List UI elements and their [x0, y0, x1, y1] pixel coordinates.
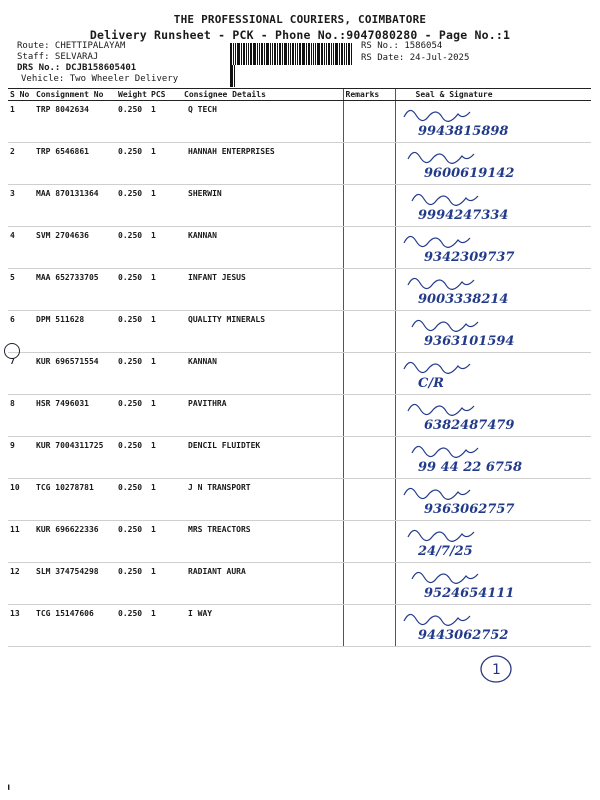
- signature-scribble: [408, 530, 474, 541]
- row-consignment-no: SLM 374754298: [34, 563, 116, 605]
- row-weight: 0.250: [116, 101, 149, 143]
- row-consignment-no: TCG 15147606: [34, 605, 116, 647]
- row-sno: 3: [8, 185, 34, 227]
- row-consignee: INFANT JESUS: [182, 269, 343, 311]
- row-signature: [395, 227, 591, 269]
- row-consignee: J N TRANSPORT: [182, 479, 343, 521]
- table-row: [8, 353, 591, 395]
- table-row: [8, 563, 591, 605]
- row-signature: [395, 101, 591, 143]
- row-weight: 0.250: [116, 563, 149, 605]
- staff-label: Staff: SELVARAJ: [17, 52, 99, 62]
- row-consignee: QUALITY MINERALS: [182, 311, 343, 353]
- col-weight: Weight: [116, 89, 149, 101]
- signature-scribble: [408, 404, 474, 415]
- signature-scribble: [412, 446, 478, 457]
- row-pcs: 1: [149, 563, 182, 605]
- row-weight: 0.250: [116, 353, 149, 395]
- row-consignee: RADIANT AURA: [182, 563, 343, 605]
- row-sno: 13: [8, 605, 34, 647]
- row-sno: 11: [8, 521, 34, 563]
- row-consignee: KANNAN: [182, 353, 343, 395]
- row-signature: [395, 311, 591, 353]
- row-consignment-no: TRP 6546861: [34, 143, 116, 185]
- row-pcs: 1: [149, 311, 182, 353]
- rs-date: RS Date: 24-Jul-2025: [361, 53, 470, 63]
- table-row: [8, 605, 591, 647]
- row-remarks: [343, 353, 395, 395]
- signature-phone-text: 9994247334: [417, 208, 508, 223]
- signature-phone-text: 9600619142: [423, 166, 514, 181]
- handwritten-signature: [396, 185, 596, 226]
- signature-scribble: [412, 572, 478, 583]
- row-consignee: SHERWIN: [182, 185, 343, 227]
- handwritten-signature: [396, 479, 596, 520]
- row-consignment-no: KUR 696571554: [34, 353, 116, 395]
- vehicle-label: Vehicle: Two Wheeler Delivery: [21, 74, 179, 84]
- row-consignment-no: TCG 10278781: [34, 479, 116, 521]
- table-row: [8, 521, 591, 563]
- table-row: [8, 395, 591, 437]
- signature-phone-text: 99 44 22 6758: [417, 460, 522, 475]
- row-remarks: [343, 269, 395, 311]
- handwritten-signature: [396, 101, 596, 142]
- row-weight: 0.250: [116, 311, 149, 353]
- row-remarks: [343, 521, 395, 563]
- row-remarks: [343, 185, 395, 227]
- scan-edge-mark: ╹: [6, 786, 12, 796]
- col-consignee: Consignee Details: [182, 89, 343, 101]
- circled-page-mark: [478, 652, 514, 686]
- row-consignment-no: KUR 7004311725: [34, 437, 116, 479]
- row-signature: [395, 143, 591, 185]
- col-consignment: Consignment No: [34, 89, 116, 101]
- row-remarks: [343, 101, 395, 143]
- row-weight: 0.250: [116, 521, 149, 563]
- row-weight: 0.250: [116, 143, 149, 185]
- row-sno: 1: [8, 101, 34, 143]
- row-pcs: 1: [149, 605, 182, 647]
- runsheet-table: [8, 88, 591, 647]
- row-weight: 0.250: [116, 227, 149, 269]
- row-weight: 0.250: [116, 437, 149, 479]
- runsheet-title: Delivery Runsheet - PCK - Phone No.:9047080280 - Page No.:1: [89, 28, 511, 42]
- row-sno: 9: [8, 437, 34, 479]
- row-pcs: 1: [149, 479, 182, 521]
- row-consignee: MRS TREACTORS: [182, 521, 343, 563]
- signature-scribble: [408, 278, 474, 289]
- row-remarks: [343, 311, 395, 353]
- row-sno: 10: [8, 479, 34, 521]
- row-pcs: 1: [149, 101, 182, 143]
- barcode: [230, 43, 355, 65]
- page-mark-text: 1: [492, 662, 501, 678]
- row-remarks: [343, 227, 395, 269]
- row-sno: 7: [8, 353, 34, 395]
- row-weight: 0.250: [116, 479, 149, 521]
- row-pcs: 1: [149, 143, 182, 185]
- table-row: [8, 185, 591, 227]
- handwritten-signature: [396, 143, 596, 184]
- row-consignment-no: DPM 511628: [34, 311, 116, 353]
- handwritten-signature: [396, 437, 596, 478]
- row-pcs: 1: [149, 227, 182, 269]
- row-consignee: KANNAN: [182, 227, 343, 269]
- row-sno: 2: [8, 143, 34, 185]
- table-row: [8, 479, 591, 521]
- signature-phone-text: C/R: [417, 376, 444, 391]
- row-pcs: 1: [149, 353, 182, 395]
- row-weight: 0.250: [116, 395, 149, 437]
- handwritten-signature: [396, 395, 596, 436]
- signature-scribble: [412, 194, 478, 205]
- signature-scribble: [408, 152, 474, 163]
- signature-scribble: [404, 236, 470, 247]
- col-pcs: PCS: [149, 89, 182, 101]
- table-header-row: [8, 89, 591, 101]
- col-signature: Seal & Signature: [395, 89, 591, 101]
- row-pcs: 1: [149, 437, 182, 479]
- signature-phone-text: 9363101594: [423, 334, 514, 349]
- row-consignee: HANNAH ENTERPRISES: [182, 143, 343, 185]
- row-weight: 0.250: [116, 269, 149, 311]
- signature-phone-text: 9363062757: [423, 502, 514, 517]
- row-signature: [395, 185, 591, 227]
- row-consignee: PAVITHRA: [182, 395, 343, 437]
- row-consignee: I WAY: [182, 605, 343, 647]
- table-row: [8, 269, 591, 311]
- table-row: [8, 311, 591, 353]
- row-remarks: [343, 143, 395, 185]
- signature-phone-text: 9342309737: [423, 250, 514, 265]
- row-remarks: [343, 479, 395, 521]
- row-remarks: [343, 395, 395, 437]
- drs-number: DRS No.: DCJB158605401: [17, 63, 137, 73]
- row-signature: [395, 563, 591, 605]
- row-7-circle-mark: [4, 343, 20, 359]
- row-consignment-no: MAA 652733705: [34, 269, 116, 311]
- rs-number: RS No.: 1586054: [361, 41, 443, 51]
- row-sno: 4: [8, 227, 34, 269]
- row-consignment-no: HSR 7496031: [34, 395, 116, 437]
- row-signature: [395, 395, 591, 437]
- row-signature: [395, 269, 591, 311]
- row-signature: [395, 437, 591, 479]
- signature-phone-text: 9943815898: [417, 124, 508, 139]
- signature-scribble: [412, 320, 478, 331]
- row-sno: 8: [8, 395, 34, 437]
- handwritten-signature: [396, 311, 596, 352]
- row-remarks: [343, 437, 395, 479]
- row-signature: [395, 353, 591, 395]
- handwritten-signature: [396, 269, 596, 310]
- row-remarks: [343, 563, 395, 605]
- handwritten-signature: [396, 563, 596, 604]
- route-label: Route: CHETTIPALAYAM: [17, 41, 126, 51]
- signature-phone-text: 24/7/25: [417, 544, 473, 559]
- company-title: THE PROFESSIONAL COURIERS, COIMBATORE: [173, 13, 427, 26]
- row-sno: 12: [8, 563, 34, 605]
- table-row: [8, 437, 591, 479]
- row-consignment-no: KUR 696622336: [34, 521, 116, 563]
- signature-scribble: [404, 488, 470, 499]
- row-consignment-no: SVM 2704636: [34, 227, 116, 269]
- row-pcs: 1: [149, 521, 182, 563]
- row-pcs: 1: [149, 185, 182, 227]
- table-row: [8, 101, 591, 143]
- signature-scribble: [404, 614, 470, 625]
- signature-scribble: [404, 362, 470, 373]
- col-sno: S No: [8, 89, 34, 101]
- row-remarks: [343, 605, 395, 647]
- row-pcs: 1: [149, 269, 182, 311]
- signature-scribble: [404, 110, 470, 121]
- row-consignment-no: MAA 870131364: [34, 185, 116, 227]
- row-pcs: 1: [149, 395, 182, 437]
- handwritten-signature: [396, 521, 596, 562]
- row-consignment-no: TRP 8042634: [34, 101, 116, 143]
- handwritten-signature: [396, 605, 596, 646]
- row-consignee: DENCIL FLUIDTEK: [182, 437, 343, 479]
- signature-phone-text: 9003338214: [417, 292, 508, 307]
- row-sno: 6: [8, 311, 34, 353]
- signature-phone-text: 9443062752: [417, 628, 508, 643]
- row-signature: [395, 521, 591, 563]
- table-row: [8, 227, 591, 269]
- signature-phone-text: 9524654111: [423, 586, 514, 601]
- row-signature: [395, 479, 591, 521]
- row-consignee: Q TECH: [182, 101, 343, 143]
- col-remarks: Remarks: [343, 89, 395, 101]
- row-weight: 0.250: [116, 185, 149, 227]
- signature-phone-text: 6382487479: [423, 418, 514, 433]
- row-sno: 5: [8, 269, 34, 311]
- row-weight: 0.250: [116, 605, 149, 647]
- row-signature: [395, 605, 591, 647]
- handwritten-signature: [396, 353, 596, 394]
- table-row: [8, 143, 591, 185]
- handwritten-signature: [396, 227, 596, 268]
